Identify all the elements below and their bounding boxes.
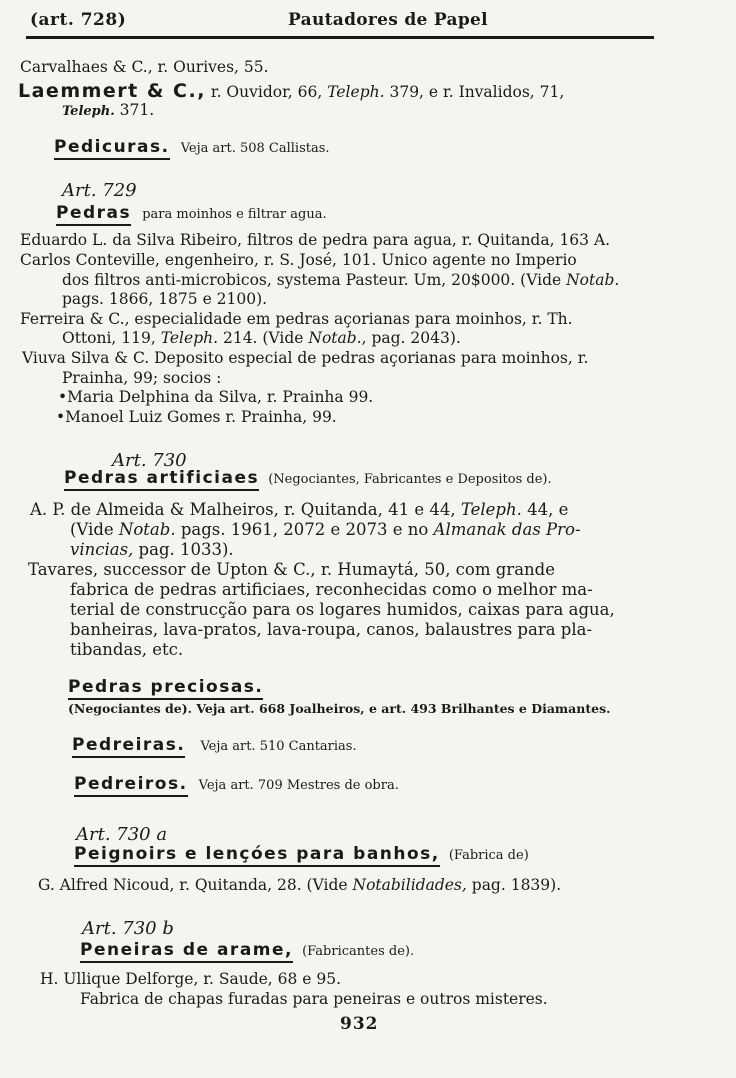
entry-line (58, 390, 373, 406)
entry-line: Viuva Silva & C. Deposito especial de pedras açorianas para moinhos, r. (22, 349, 589, 367)
entry-text: 371. (119, 101, 155, 119)
category-heading: Pedras artificiaes (64, 468, 259, 491)
category-note: (Fabrica de) (448, 848, 529, 863)
bullet-mark: • (58, 388, 68, 406)
entry-line: Carvalhaes & C., r. Ourives, 55. (20, 58, 269, 76)
entry-line: Ferreira & C., especialidade em pedras açorianas para moinhos, r. Th. (20, 310, 573, 328)
entry-line: tibandas, etc. (70, 640, 184, 659)
category-heading: Pedreiros. (74, 774, 188, 797)
entry-text: Notab. (308, 329, 362, 347)
header-rule (26, 36, 654, 39)
article-number: Art. 730 (112, 450, 187, 471)
category-heading: Pedreiras. (72, 735, 185, 758)
entry-text: Almanak das Pro- (433, 520, 581, 539)
entry-line: Tavares, successor de Upton & C., r. Humaytá, 50, com grande (28, 560, 555, 579)
entry-text: Notab. (118, 520, 176, 539)
entry-line: H. Ullique Delforge, r. Saude, 68 e 95. (40, 970, 342, 988)
entry-text: r. Ouvidor, 66, (210, 83, 323, 101)
category-note: Veja art. 510 Cantarias. (200, 739, 357, 754)
entry-line (18, 82, 564, 101)
entry-line: pags. 1866, 1875 e 2100). (62, 290, 268, 308)
entry-text: Teleph. (327, 83, 385, 101)
entry-line: banheiras, lava-pratos, lava-roupa, canos, balaustres para pla- (70, 620, 593, 639)
category-note: Veja art. 508 Callistas. (180, 141, 330, 156)
header-title: Pautadores de Papel (288, 10, 488, 30)
entry-line (70, 522, 581, 539)
category-pedreiros (74, 776, 399, 793)
entry-text: A. P. de Almeida & Malheiros, r. Quitanda, 41 e 44, (30, 500, 456, 519)
entry-text: 214. (Vide (222, 329, 304, 347)
category-pedras (56, 205, 327, 222)
entry-text: dos filtros anti-microbicos, systema Pasteur. Um, 20$000. (Vide (62, 271, 562, 289)
firm-name: Laemmert & C., (18, 80, 206, 102)
entry-text: G. Alfred Nicoud, r. Quitanda, 28. (Vide (38, 876, 348, 894)
entry-text: Notabilidades, (352, 876, 467, 894)
entry-line (62, 103, 154, 119)
category-note: (Fabricantes de). (302, 944, 415, 959)
entry-line (38, 878, 561, 894)
entry-line (62, 331, 461, 347)
entry-text: pag. 1033). (138, 540, 234, 559)
entry-text: Teleph. (62, 104, 115, 119)
category-note: (Negociantes de). Veja art. 668 Joalheiros, e art. 493 Brilhantes e Diamantes. (68, 701, 611, 716)
entry-text: Notab. (566, 271, 620, 289)
entry-line: Fabrica de chapas furadas para peneiras e outros misteres. (80, 990, 548, 1008)
entry-text: (Vide (70, 520, 114, 539)
entry-line (30, 502, 568, 519)
entry-line: fabrica de pedras artificiaes, reconhecidas como o melhor ma- (70, 580, 593, 599)
entry-text: Manoel Luiz Gomes r. Prainha, 99. (65, 408, 337, 426)
category-heading: Pedras (56, 203, 131, 226)
article-number: Art. 730 b (82, 918, 174, 939)
page-number: 932 (340, 1014, 379, 1034)
category-note: (Negociantes, Fabricantes e Depositos de). (268, 472, 552, 487)
entry-line: terial de construcção para os logares humidos, caixas para agua, (70, 600, 615, 619)
category-pedicuras (54, 139, 330, 156)
entry-line (70, 542, 234, 559)
entry-text: pags. 1961, 2072 e 2073 e no (180, 520, 429, 539)
article-number: Art. 730 a (76, 824, 168, 845)
entry-line: Prainha, 99; socios : (62, 369, 222, 387)
entry-text: pag. 1839). (471, 876, 562, 894)
entry-line: Eduardo L. da Silva Ribeiro, filtros de pedra para agua, r. Quitanda, 163 A. (20, 231, 611, 249)
category-note: para moinhos e filtrar agua. (142, 207, 327, 222)
category-heading: Peneiras de arame, (80, 940, 293, 963)
entry-text: Maria Delphina da Silva, r. Prainha 99. (67, 388, 374, 406)
entry-text: vincias, (70, 540, 134, 559)
category-pedreiras (72, 737, 357, 754)
entry-line (62, 273, 619, 289)
category-pedras-preciosas (68, 679, 263, 696)
entry-text: Ottoni, 119, (62, 329, 156, 347)
category-peneiras (80, 942, 414, 959)
entry-text: Teleph. (160, 329, 219, 347)
entry-text: 44, e (527, 500, 569, 519)
category-heading: Pedicuras. (54, 137, 170, 160)
category-note: Veja art. 709 Mestres de obra. (198, 778, 399, 793)
category-peignoirs (74, 846, 529, 863)
bullet-mark: • (56, 408, 66, 426)
entry-text: Teleph. (460, 500, 522, 519)
category-heading: Pedras preciosas. (68, 677, 263, 700)
entry-text: 379, e r. Invalidos, 71, (389, 83, 565, 101)
entry-line (56, 410, 337, 426)
entry-line: Carlos Conteville, engenheiro, r. S. José, 101. Unico agente no Imperio (20, 251, 577, 269)
header-article: (art. 728) (30, 10, 127, 30)
category-pedras-artificiaes (64, 470, 552, 487)
article-number: Art. 729 (62, 180, 137, 201)
entry-text: , pag. 2043). (361, 329, 461, 347)
category-heading: Peignoirs e lençóes para banhos, (74, 844, 440, 867)
